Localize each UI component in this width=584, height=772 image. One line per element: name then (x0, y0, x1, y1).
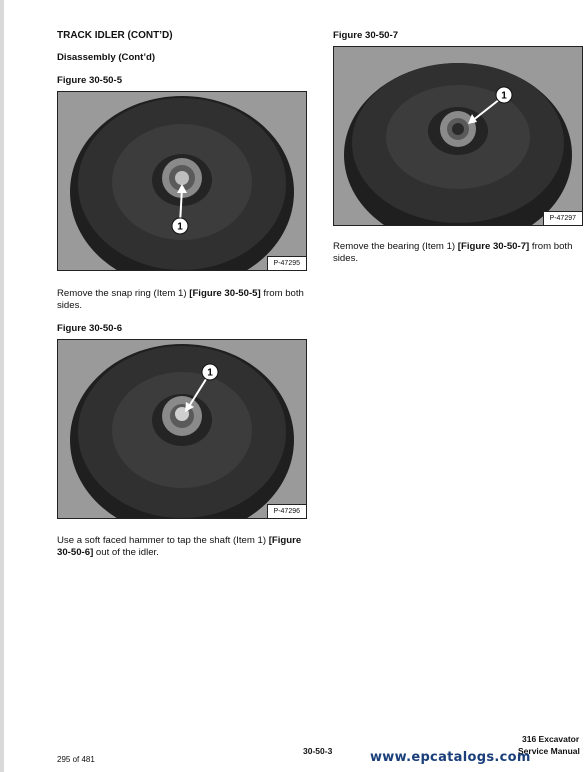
figure-5-photo (57, 91, 307, 271)
instruction-6: Use a soft faced hammer to tap the shaft (Item 1) [Figure 30-50-6] out of the idler. (57, 535, 302, 558)
figure-5-callout: 1 (177, 221, 183, 233)
page-number: 30-50-3 (303, 746, 333, 756)
watermark-link[interactable]: www.epcatalogs.com (370, 750, 531, 765)
manual-title-line1: 316 Excavator (522, 734, 580, 744)
subsection-title: Disassembly (Cont’d) (57, 52, 156, 63)
figure-7-callout: 1 (501, 90, 507, 102)
instruction-7: Remove the bearing (Item 1) [Figure 30-50-7] from both sides. (333, 241, 573, 264)
figure-6-callout: 1 (207, 367, 213, 379)
figure-6-title: Figure 30-50-6 (57, 323, 123, 334)
manual-title-line2: Service Manual (518, 746, 580, 756)
figure-6-photo-tag: P-47296 (267, 504, 306, 518)
section-title: TRACK IDLER (CONT’D) (57, 30, 173, 41)
figure-7-photo-tag: P-47297 (543, 211, 582, 225)
idler-photo-6 (58, 340, 306, 518)
figure-7-title: Figure 30-50-7 (333, 30, 399, 41)
figure-5-photo-tag: P-47295 (267, 256, 306, 270)
figure-6-photo (57, 339, 307, 519)
idler-photo-7 (334, 47, 582, 225)
figure-7-photo (333, 46, 583, 226)
idler-photo-5 (58, 92, 306, 270)
page-count: 295 of 481 (57, 755, 95, 764)
figure-5-title: Figure 30-50-5 (57, 75, 123, 86)
instruction-5: Remove the snap ring (Item 1) [Figure 30-50-5] from both sides. (57, 288, 304, 311)
page-left-edge (0, 0, 4, 772)
